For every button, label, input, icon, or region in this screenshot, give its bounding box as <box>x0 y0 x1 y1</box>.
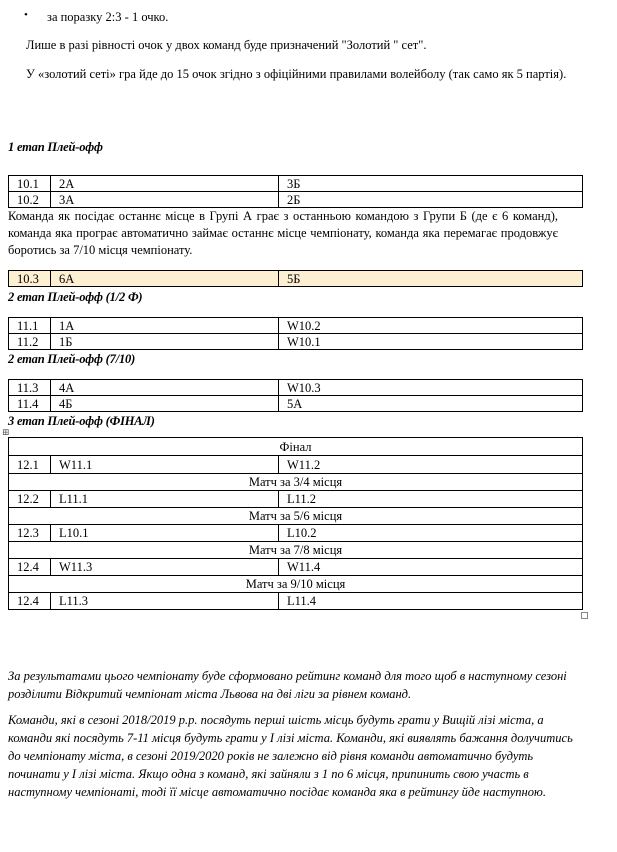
team-a: L10.1 <box>51 525 279 542</box>
team-b: 5А <box>279 396 583 412</box>
table-row <box>9 334 583 350</box>
match-number: 11.1 <box>9 318 51 334</box>
team-b: 3Б <box>279 176 583 192</box>
table-row <box>9 474 583 491</box>
match-number: 11.3 <box>9 380 51 396</box>
leagues-paragraph: Команди, які в сезоні 2018/2019 р.р. посядуть перші шість місць будуть грати у Вищій лізі міста, а команди які посядуть 7-11 місця будуть грати у І лізі міста. Команди, які виявлять бажання долучитись до чемпіонату міста, в сезоні 2019/2020 років не залежно від рівня команди автоматично будуть починати у І лізі міста. Якщо одна з команд, які зайняли з 1 по 6 місця, припинить свою участь в наступному чемпіонаті, тоді її місце автоматично посідає команда яка в рейтингу йде наступною. <box>8 713 573 799</box>
team-b: L11.2 <box>279 491 583 508</box>
rating-paragraph: За результатами цього чемпіонату буде сформовано рейтинг команд для того щоб в наступному сезоні розділити Відкритий чемпіонат міста Львова на дві ліги за рівнем команд. <box>8 669 567 701</box>
stage3-table <box>8 437 583 610</box>
team-b: W10.1 <box>279 334 583 350</box>
team-a: W11.3 <box>51 559 279 576</box>
group-title: Матч за 7/8 місця <box>9 542 583 559</box>
table-row <box>9 491 583 508</box>
team-a: 4А <box>51 380 279 396</box>
team-b: 2Б <box>279 192 583 208</box>
table-row <box>9 396 583 412</box>
table-row <box>9 576 583 593</box>
group-title: Матч за 5/6 місця <box>9 508 583 525</box>
team-a: 1А <box>51 318 279 334</box>
table-row <box>9 542 583 559</box>
team-a: 1Б <box>51 334 279 350</box>
match-number: 12.2 <box>9 491 51 508</box>
team-a: W11.1 <box>51 456 279 474</box>
group-title: Матч за 3/4 місця <box>9 474 583 491</box>
table-row <box>9 176 583 192</box>
table-row <box>9 456 583 474</box>
stage2-places-heading: 2 етап Плей-офф (7/10) <box>8 352 136 366</box>
team-b: W10.2 <box>279 318 583 334</box>
bullet-icon: • <box>24 9 28 21</box>
table-row <box>9 318 583 334</box>
table-anchor-icon: ⊞ <box>2 427 10 437</box>
match-number: 11.4 <box>9 396 51 412</box>
team-b: 5Б <box>279 271 583 287</box>
team-b: W10.3 <box>279 380 583 396</box>
match-number: 10.2 <box>9 192 51 208</box>
table-row <box>9 438 583 456</box>
match-number: 12.4 <box>9 593 51 610</box>
team-a: 6А <box>51 271 279 287</box>
team-b: W11.4 <box>279 559 583 576</box>
bullet-text: за поразку 2:3 - 1 очко. <box>47 10 169 24</box>
match-number: 12.4 <box>9 559 51 576</box>
golden-set-note: Лише в разі рівності очок у двох команд буде призначений "Золотий " сет". <box>26 38 427 52</box>
table-row <box>9 593 583 610</box>
table-row <box>9 192 583 208</box>
golden-set-rules: У «золотий сеті» гра йде до 15 очок згідно з офіційними правилами волейболу (так само як 5 партія). <box>26 67 567 81</box>
match-number: 11.2 <box>9 334 51 350</box>
stage3-heading: 3 етап Плей-офф (ФІНАЛ) <box>8 414 155 428</box>
team-b: L11.4 <box>279 593 583 610</box>
match-number: 10.1 <box>9 176 51 192</box>
team-a: L11.3 <box>51 593 279 610</box>
stage2-semi-table <box>8 317 583 350</box>
team-b: W11.2 <box>279 456 583 474</box>
team-a: 3А <box>51 192 279 208</box>
table-row <box>9 525 583 542</box>
table-row <box>9 508 583 525</box>
match-number: 10.3 <box>9 271 51 287</box>
group-title: Фінал <box>9 438 583 456</box>
table-row <box>9 380 583 396</box>
group-title: Матч за 9/10 місця <box>9 576 583 593</box>
table-row <box>9 271 583 287</box>
match-number: 12.1 <box>9 456 51 474</box>
match-number: 12.3 <box>9 525 51 542</box>
table-resize-handle[interactable] <box>581 612 588 619</box>
stage2-places-table <box>8 379 583 412</box>
team-a: L11.1 <box>51 491 279 508</box>
stage1-note: Команда як посідає останнє місце в Групі А грає з останньою командою з Групи Б (де є 6 команд), команда яка програє автоматично займає останнє місце чемпіонату, команда яка перемагає продовжує боротись за 7/10 місця чемпіонату. <box>8 209 558 257</box>
team-a: 4Б <box>51 396 279 412</box>
team-a: 2А <box>51 176 279 192</box>
team-b: L10.2 <box>279 525 583 542</box>
stage2-semi-heading: 2 етап Плей-офф (1/2 Ф) <box>8 290 143 304</box>
table-row <box>9 559 583 576</box>
stage1-table <box>8 175 583 208</box>
stage1-extra-table <box>8 270 583 287</box>
stage1-heading: 1 етап Плей-офф <box>8 140 103 154</box>
